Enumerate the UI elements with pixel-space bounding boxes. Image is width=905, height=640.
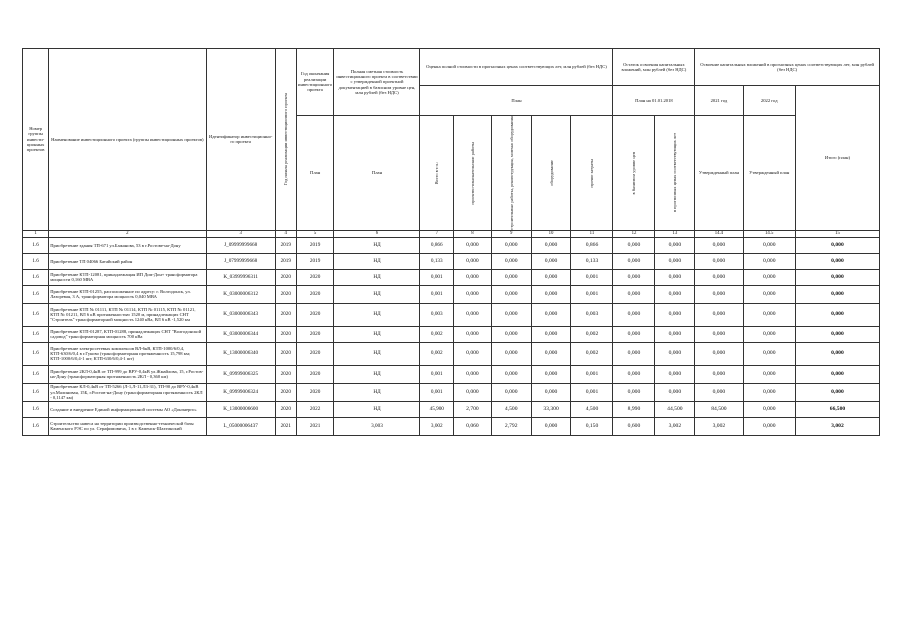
header-plan-on-date: План на 01.01.2018 [613, 86, 695, 116]
column-number: 15 [795, 230, 879, 237]
equipment-cell: 0,000 [531, 365, 571, 383]
group-cell: 1.6 [23, 326, 49, 342]
group-cell: 1.6 [23, 253, 49, 269]
plan-2022-cell: 0,000 [743, 417, 795, 435]
remaining-base-cell: 0,000 [613, 365, 655, 383]
column-number: 4 [275, 230, 296, 237]
project-id-cell: L_05000006437 [206, 417, 275, 435]
total-plan-cell: 0,000 [795, 365, 879, 383]
equipment-cell: 0,000 [531, 303, 571, 326]
project-id-cell: K_03999996311 [206, 269, 275, 285]
column-number: 11 [571, 230, 613, 237]
total-plan-cell: 0,000 [795, 269, 879, 285]
other-cost-cell: 0,001 [571, 285, 613, 303]
remaining-base-cell: 0,000 [613, 342, 655, 365]
design-survey-cell: 0,000 [454, 303, 492, 326]
project-name-cell: Приобретение здания ТП-671 ул.Бажанова, 53 в г.Ростове-на-Дону [49, 237, 206, 253]
plan-2021-cell: 0,000 [695, 326, 743, 342]
remaining-base-cell: 0,000 [613, 383, 655, 401]
cost-total-cell: 0,866 [420, 237, 454, 253]
project-id-cell: K_13000006340 [206, 342, 275, 365]
header-full-cost: Полная сметная стоимость инвестиционного проекта в соответствии с утвержденной проектной документацией в базисном уровне цен, млн рублей (без НДС) [334, 49, 420, 116]
project-id-cell: K_03000006312 [206, 285, 275, 303]
remaining-base-cell: 8,990 [613, 401, 655, 417]
header-approved-plan-2022: Утвержденный план [743, 116, 795, 231]
plan-2022-cell: 0,000 [743, 303, 795, 326]
total-plan-cell: 0,000 [795, 326, 879, 342]
project-name-cell: Приобретение КТП-01255, расположенное по адресу: г. Волгодонск, ул. Лазоревая, 3 А, трансформатора мощность 0,040 МВА [49, 285, 206, 303]
start-year-cell: 2020 [275, 365, 296, 383]
cost-total-cell: 0,001 [420, 383, 454, 401]
equipment-cell: 0,000 [531, 326, 571, 342]
project-id-cell: K_09999006325 [206, 365, 275, 383]
design-survey-cell: 0,000 [454, 365, 492, 383]
header-project-id: Идентификатор инвестиционно-го проекта [206, 49, 275, 231]
total-plan-cell: 0,000 [795, 383, 879, 401]
plan-2022-cell: 0,000 [743, 342, 795, 365]
column-numbers-row [23, 230, 880, 237]
cost-total-cell: 0,003 [420, 303, 454, 326]
other-cost-cell: 0,003 [571, 303, 613, 326]
table-row [23, 253, 880, 269]
table-row [23, 401, 880, 417]
group-cell: 1.6 [23, 285, 49, 303]
total-plan-cell: 0,000 [795, 237, 879, 253]
total-plan-cell: 66,500 [795, 401, 879, 417]
plan-2021-cell: 0,000 [695, 342, 743, 365]
construction-cell: 0,000 [491, 285, 531, 303]
plan-2021-cell: 0,000 [695, 303, 743, 326]
other-cost-cell: 0,002 [571, 326, 613, 342]
end-year-cell: 2019 [296, 253, 334, 269]
table-row [23, 303, 880, 326]
project-id-cell: K_03000006344 [206, 326, 275, 342]
end-year-cell: 2020 [296, 303, 334, 326]
full-cost-cell: НД [334, 285, 420, 303]
other-cost-cell: 0,001 [571, 383, 613, 401]
remaining-forecast-cell: 3,002 [655, 417, 695, 435]
plan-2022-cell: 0,000 [743, 253, 795, 269]
plan-2021-cell: 3,002 [695, 417, 743, 435]
plan-2021-cell: 0,000 [695, 253, 743, 269]
table-row [23, 237, 880, 253]
cost-total-cell: 3,002 [420, 417, 454, 435]
start-year-cell: 2021 [275, 417, 296, 435]
cost-total-cell: 45,900 [420, 401, 454, 417]
header-remaining-cost: Остаток освоения капитальных вложений, млн рублей (без НДС) [613, 49, 695, 86]
remaining-forecast-cell: 0,000 [655, 342, 695, 365]
cost-total-cell: 0,001 [420, 285, 454, 303]
table-row [23, 365, 880, 383]
total-plan-cell: 3,002 [795, 417, 879, 435]
plan-2022-cell: 0,000 [743, 326, 795, 342]
header-approved-plan-2021: Утвержденный план [695, 116, 743, 231]
start-year-cell: 2020 [275, 342, 296, 365]
construction-cell: 0,000 [491, 303, 531, 326]
table-body [23, 237, 880, 435]
plan-2021-cell: 0,000 [695, 269, 743, 285]
column-number: 12 [613, 230, 655, 237]
total-plan-cell: 0,000 [795, 253, 879, 269]
end-year-cell: 2020 [296, 383, 334, 401]
group-cell: 1.6 [23, 365, 49, 383]
group-cell: 1.6 [23, 237, 49, 253]
header-year-2022: 2022 год [743, 86, 795, 116]
group-cell: 1.6 [23, 269, 49, 285]
project-name-cell: Приобретение КТП-12081, принадлежащая ИП Дом-Дон+ трансформатора мощности 0,160 МВА [49, 269, 206, 285]
other-cost-cell: 0,001 [571, 365, 613, 383]
column-number: 3 [206, 230, 275, 237]
project-name-cell: Приобретение КТП-01287, КТП-01288, принадлежащих СНТ "Волгодонской садовод" трансформаторная мощность 700 кВа [49, 326, 206, 342]
design-survey-cell: 0,000 [454, 326, 492, 342]
remaining-base-cell: 0,600 [613, 417, 655, 435]
design-survey-cell: 0,060 [454, 417, 492, 435]
remaining-base-cell: 0,000 [613, 326, 655, 342]
total-plan-cell: 0,000 [795, 303, 879, 326]
design-survey-cell: 0,000 [454, 253, 492, 269]
column-number: 2 [49, 230, 206, 237]
table-row [23, 269, 880, 285]
equipment-cell: 0,000 [531, 237, 571, 253]
column-number: 9 [491, 230, 531, 237]
remaining-base-cell: 0,000 [613, 285, 655, 303]
plan-2022-cell: 0,000 [743, 383, 795, 401]
construction-cell: 0,000 [491, 383, 531, 401]
equipment-cell: 0,000 [531, 417, 571, 435]
plan-2022-cell: 0,000 [743, 401, 795, 417]
header-design-survey: проектно-изыскательские работы [454, 116, 492, 231]
project-id-cell: J_09999999668 [206, 237, 275, 253]
header-equipment: оборудование [531, 116, 571, 231]
full-cost-cell: НД [334, 253, 420, 269]
project-id-cell: K_13000006600 [206, 401, 275, 417]
plan-2022-cell: 0,000 [743, 237, 795, 253]
end-year-cell: 2020 [296, 365, 334, 383]
full-cost-cell: НД [334, 303, 420, 326]
design-survey-cell: 0,000 [454, 383, 492, 401]
plan-2022-cell: 0,000 [743, 269, 795, 285]
group-cell: 1.6 [23, 401, 49, 417]
header-total-col: Всего в т.ч.: [420, 116, 454, 231]
table-row [23, 342, 880, 365]
full-cost-cell: НД [334, 326, 420, 342]
end-year-cell: 2020 [296, 326, 334, 342]
column-number: 13 [655, 230, 695, 237]
group-cell: 1.6 [23, 417, 49, 435]
table-row [23, 285, 880, 303]
table-row [23, 326, 880, 342]
full-cost-cell: НД [334, 237, 420, 253]
header-year-2021: 2021 год [695, 86, 743, 116]
data-table [22, 48, 880, 436]
remaining-forecast-cell: 0,000 [655, 326, 695, 342]
header-capital-investments: Освоение капитальных вложений в прогнозных ценах соответствующих лет, млн рублей (без НДС) [695, 49, 880, 86]
group-cell: 1.6 [23, 383, 49, 401]
column-number: 5 [296, 230, 334, 237]
end-year-cell: 2020 [296, 285, 334, 303]
group-cell: 1.6 [23, 303, 49, 326]
remaining-forecast-cell: 0,000 [655, 237, 695, 253]
design-survey-cell: 0,000 [454, 269, 492, 285]
plan-2021-cell: 84,500 [695, 401, 743, 417]
remaining-base-cell: 0,000 [613, 237, 655, 253]
header-forecast-prices: в прогнозных ценах соответствующих лет [655, 116, 695, 231]
start-year-cell: 2020 [275, 285, 296, 303]
equipment-cell: 0,000 [531, 285, 571, 303]
header-other: прочие затраты [571, 116, 613, 231]
project-name-cell: Создание и внедрение Единой информационной системы АО «Донэнерго» [49, 401, 206, 417]
column-number: 14.5 [743, 230, 795, 237]
column-number: 7 [420, 230, 454, 237]
remaining-forecast-cell: 0,000 [655, 285, 695, 303]
project-id-cell: K_03000006343 [206, 303, 275, 326]
plan-2021-cell: 0,000 [695, 285, 743, 303]
project-name-cell: Приобретение 2КЛ-0,4кВ от ТП-999 до ВРУ-0,4кВ ул.Жмайлова, 15, г.Ростов-на-Дону (трансформаторная протяженность 2КЛ - 0,360 км) [49, 365, 206, 383]
header-start-year: Год начала реализации инвестиционного проекта [275, 49, 296, 231]
header-end-year: Год окончания реализации инвестиционного проекта [296, 49, 334, 116]
remaining-base-cell: 0,000 [613, 269, 655, 285]
column-number: 14.4 [695, 230, 743, 237]
construction-cell: 0,000 [491, 365, 531, 383]
design-survey-cell: 2,700 [454, 401, 492, 417]
project-name-cell: Приобретение КЛ-0,4кВ от ТП-5266 (Л-1,Л-11,Л3-31), ТП-90 до ВРУ-0,4кВ ул.Малиновая, 15Б, г.Ростов-на-Дону (трансформаторная протяженность 2КЛ - 0,1147 км) [49, 383, 206, 401]
start-year-cell: 2019 [275, 253, 296, 269]
equipment-cell: 0,000 [531, 269, 571, 285]
design-survey-cell: 0,000 [454, 285, 492, 303]
header-project-name: Наименование инвестиционного проекта (группы инвестиционных проектов) [49, 49, 206, 231]
other-cost-cell: 0,001 [571, 269, 613, 285]
plan-2021-cell: 0,000 [695, 383, 743, 401]
header-group-no: Номер группы инвести-ционных проектов [23, 49, 49, 231]
end-year-cell: 2020 [296, 269, 334, 285]
remaining-forecast-cell: 0,000 [655, 303, 695, 326]
project-name-cell: Приобретение ТП 04066 Батайский район [49, 253, 206, 269]
header-end-plan: План [296, 116, 334, 231]
cost-total-cell: 0,001 [420, 269, 454, 285]
design-survey-cell: 0,000 [454, 342, 492, 365]
table-row [23, 383, 880, 401]
end-year-cell: 2020 [296, 342, 334, 365]
remaining-forecast-cell: 0,000 [655, 365, 695, 383]
full-cost-cell: НД [334, 401, 420, 417]
header-construction: строительные работы, реконструкция, монтаж оборудования [491, 116, 531, 231]
equipment-cell: 0,000 [531, 253, 571, 269]
column-number: 10 [531, 230, 571, 237]
construction-cell: 0,000 [491, 342, 531, 365]
cost-total-cell: 0,133 [420, 253, 454, 269]
other-cost-cell: 0,002 [571, 342, 613, 365]
cost-total-cell: 0,001 [420, 365, 454, 383]
remaining-forecast-cell: 44,500 [655, 401, 695, 417]
other-cost-cell: 0,150 [571, 417, 613, 435]
plan-2021-cell: 0,000 [695, 237, 743, 253]
remaining-forecast-cell: 0,000 [655, 253, 695, 269]
design-survey-cell: 0,000 [454, 237, 492, 253]
equipment-cell: 33,300 [531, 401, 571, 417]
end-year-cell: 2022 [296, 401, 334, 417]
end-year-cell: 2021 [296, 417, 334, 435]
plan-2022-cell: 0,000 [743, 365, 795, 383]
construction-cell: 4,500 [491, 401, 531, 417]
column-number: 6 [334, 230, 420, 237]
remaining-forecast-cell: 0,000 [655, 269, 695, 285]
full-cost-cell: 3,003 [334, 417, 420, 435]
plan-2022-cell: 0,000 [743, 285, 795, 303]
project-name-cell: Приобретение электросетевых комплексов ВЛ-6кВ, КТП-1000/6/0,4, КТП-630/6/0,4 в г.Гуково (трансформаторная протяженность 15,798 км; КТП-1000/6/0,4-1 шт; КТП-630/6/0,4-1 шт) [49, 342, 206, 365]
cost-total-cell: 0,002 [420, 342, 454, 365]
start-year-cell: 2019 [275, 237, 296, 253]
project-name-cell: Строительство навеса на территории производственно-технической базы Каменского РЭС по ул. Серафимовича, 1 в г. Каменск-Шахтинский [49, 417, 206, 435]
start-year-cell: 2020 [275, 401, 296, 417]
header-total: Итого (план) [795, 86, 879, 231]
plan-2021-cell: 0,000 [695, 365, 743, 383]
start-year-cell: 2020 [275, 326, 296, 342]
column-number: 1 [23, 230, 49, 237]
full-cost-cell: НД [334, 269, 420, 285]
construction-cell: 0,000 [491, 326, 531, 342]
cost-total-cell: 0,002 [420, 326, 454, 342]
total-plan-cell: 0,000 [795, 285, 879, 303]
project-id-cell: J_07999999668 [206, 253, 275, 269]
other-cost-cell: 0,133 [571, 253, 613, 269]
remaining-base-cell: 0,000 [613, 303, 655, 326]
construction-cell: 0,000 [491, 237, 531, 253]
end-year-cell: 2019 [296, 237, 334, 253]
investment-projects-table [22, 48, 880, 438]
start-year-cell: 2020 [275, 303, 296, 326]
column-number: 8 [454, 230, 492, 237]
construction-cell: 0,000 [491, 269, 531, 285]
full-cost-cell: НД [334, 365, 420, 383]
remaining-base-cell: 0,000 [613, 253, 655, 269]
construction-cell: 2,792 [491, 417, 531, 435]
header-plan: План [420, 86, 613, 116]
full-cost-cell: НД [334, 342, 420, 365]
header-base-level: в базисном уровне цен [613, 116, 655, 231]
equipment-cell: 0,000 [531, 383, 571, 401]
full-cost-cell: НД [334, 383, 420, 401]
header-full-plan: План [334, 116, 420, 231]
equipment-cell: 0,000 [531, 342, 571, 365]
start-year-cell: 2020 [275, 383, 296, 401]
other-cost-cell: 0,866 [571, 237, 613, 253]
table-row [23, 417, 880, 435]
construction-cell: 0,000 [491, 253, 531, 269]
group-cell: 1.6 [23, 342, 49, 365]
project-id-cell: K_09999006324 [206, 383, 275, 401]
total-plan-cell: 0,000 [795, 342, 879, 365]
start-year-cell: 2020 [275, 269, 296, 285]
remaining-forecast-cell: 0,000 [655, 383, 695, 401]
other-cost-cell: 4,500 [571, 401, 613, 417]
header-cost-estimate: Оценка полной стоимости в прогнозных ценах соответствующих лет, млн рублей (без НДС) [420, 49, 613, 86]
project-name-cell: Приобретение КТП № 01111, КТП № 01114, КТП № 01115, КТП № 01121, КТП № 01211, ВЛ 6 кВ протяженностью 1520 м, принадлежащих СНТ "Строитель" трансформаторной мощность 1240 кВа, ВЛ 6 кВ -1,520 км [49, 303, 206, 326]
